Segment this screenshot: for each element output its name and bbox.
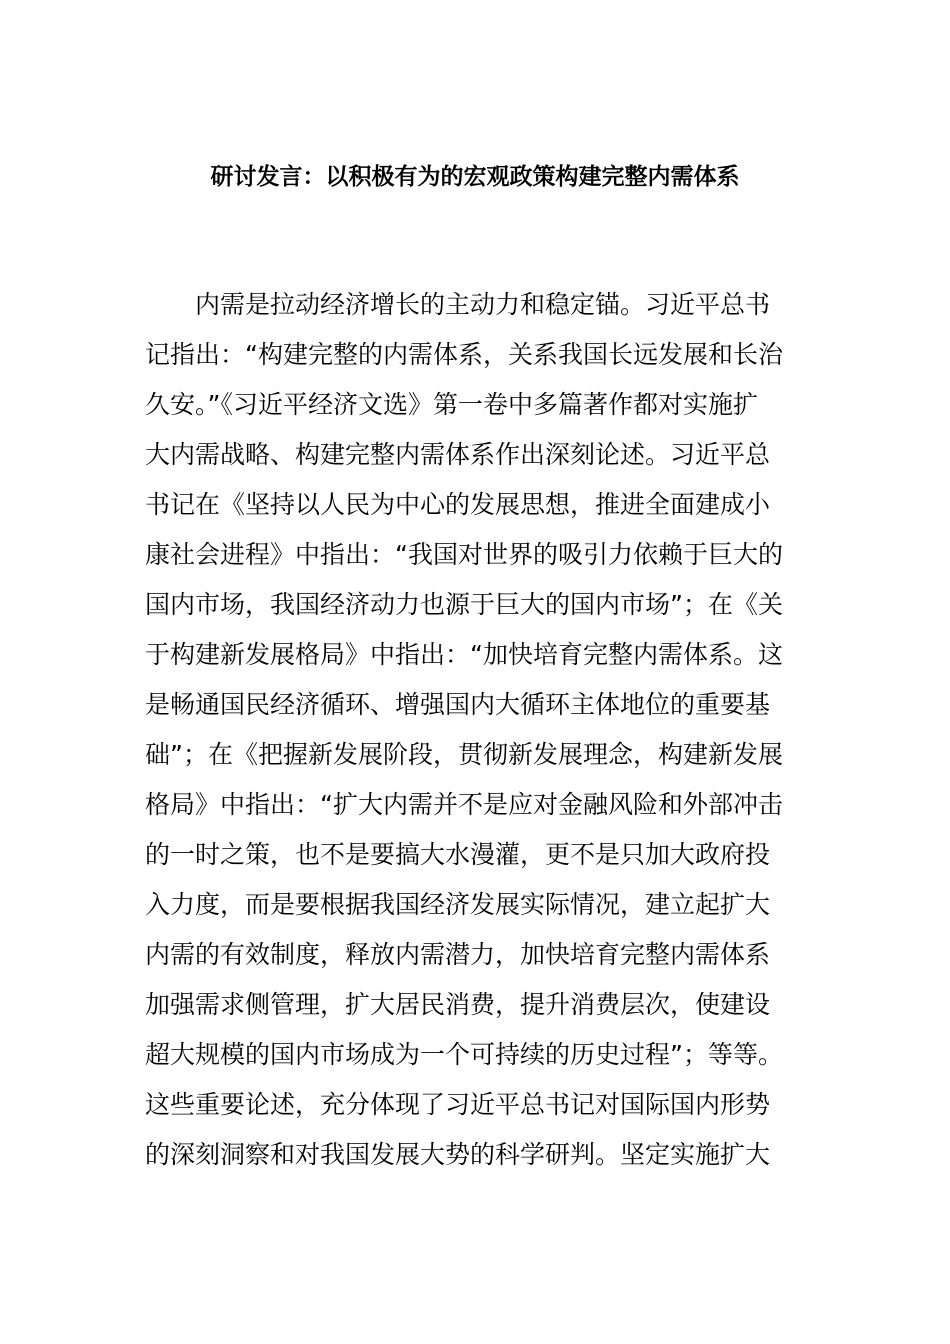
paragraph-line: 久安。”《习近平经济文选》第一卷中多篇著作都对实施扩 xyxy=(145,390,758,419)
paragraph-line: 的一时之策，也不是要搞大水漫灌，更不是只加大政府投 xyxy=(145,840,771,869)
paragraph-line: 是畅通国民经济循环、增强国内大循环主体地位的重要基 xyxy=(145,690,771,719)
paragraph-line: 内需是拉动经济增长的主动力和稳定锚。习近平总书 xyxy=(195,290,771,319)
paragraph-line: 大内需战略、构建完整内需体系作出深刻论述。习近平总 xyxy=(145,440,771,469)
paragraph-line: 超大规模的国内市场成为一个可持续的历史过程”；等等。 xyxy=(145,1040,783,1069)
paragraph-line: 这些重要论述，充分体现了习近平总书记对国际国内形势 xyxy=(145,1090,771,1119)
paragraph-line: 康社会进程》中指出：“我国对世界的吸引力依赖于巨大的 xyxy=(145,540,783,569)
paragraph-line: 的深刻洞察和对我国发展大势的科学研判。坚定实施扩大 xyxy=(145,1140,771,1169)
paragraph-line: 记指出：“构建完整的内需体系，关系我国长远发展和长治 xyxy=(145,340,783,369)
paragraph-line: 格局》中指出：“扩大内需并不是应对金融风险和外部冲击 xyxy=(145,790,783,819)
document-title: 研讨发言：以积极有为的宏观政策构建完整内需体系 xyxy=(210,164,740,190)
document-body xyxy=(145,280,810,1180)
paragraph-line: 内需的有效制度，释放内需潜力，加快培育完整内需体系 xyxy=(145,940,771,969)
paragraph-line: 础”；在《把握新发展阶段，贯彻新发展理念，构建新发展 xyxy=(145,740,783,769)
paragraph-line: 国内市场，我国经济动力也源于巨大的国内市场”；在《关 xyxy=(145,590,783,619)
paragraph-line: 入力度，而是要根据我国经济发展实际情况，建立起扩大 xyxy=(145,890,771,919)
paragraph-line: 书记在《坚持以人民为中心的发展思想，推进全面建成小 xyxy=(145,490,771,519)
paragraph-line: 加强需求侧管理，扩大居民消费，提升消费层次，使建设 xyxy=(145,990,771,1019)
paragraph-line: 于构建新发展格局》中指出：“加快培育完整内需体系。这 xyxy=(145,640,783,669)
